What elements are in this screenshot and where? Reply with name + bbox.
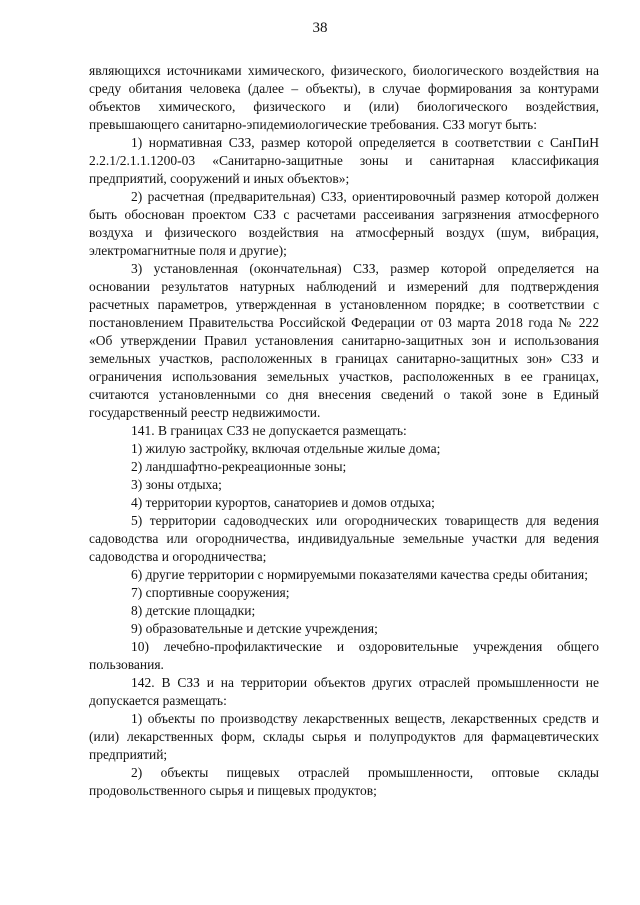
paragraph-szz-type-2: 2) расчетная (предварительная) СЗЗ, ориентировочный размер которой должен быть обоснован проектом СЗЗ с расчетами рассеивания загрязнения атмосферного воздуха и физического воздействия на атмосферный воздух (шум, вибрация, электромагнитные поля и другие); <box>89 189 599 258</box>
paragraph-szz-type-1: 1) нормативная СЗЗ, размер которой определяется в соответствии с СанПиН 2.2.1/2.1.1.1200-03 «Санитарно-защитные зоны и санитарная классификация предприятий, сооружений и иных объектов»; <box>89 135 599 186</box>
list-item-141-5: 5) территории садоводческих или огороднических товариществ для ведения садоводства или огородничества, индивидуальные земельные участки для ведения садоводства и огородничества; <box>89 513 599 564</box>
paragraph-szz-type-3: 3) установленная (окончательная) СЗЗ, размер которой определяется на основании результатов натурных наблюдений и измерений для подтверждения расчетных параметров, утвержденная в установленном порядке; в соответствии с постановлением Правительства Российской Федерации от 03 марта 2018 года № 222 «Об утверждении Правил установления санитарно-защитных зон и использования земельных участков, расположенных в границах санитарно-защитных зон» СЗЗ и ограничения использования земельных участков, расположенных в ее границах, считаются установленными со дня внесения сведений о такой зоне в Единый государственный реестр недвижимости. <box>89 261 599 420</box>
list-item-141-1: 1) жилую застройку, включая отдельные жилые дома; <box>131 441 441 456</box>
list-item-141-7: 7) спортивные сооружения; <box>131 585 290 600</box>
page-body <box>89 62 599 800</box>
list-item-141-4: 4) территории курортов, санаториев и домов отдыха; <box>131 495 435 510</box>
list-item-142-1: 1) объекты по производству лекарственных веществ, лекарственных средств и (или) лекарственных форм, склады сырья и полупродуктов для фармацевтических предприятий; <box>89 711 599 762</box>
list-item-141-10: 10) лечебно-профилактические и оздоровительные учреждения общего пользования. <box>89 639 599 672</box>
list-item-141-3: 3) зоны отдыха; <box>131 477 222 492</box>
paragraph-141-heading: 141. В границах СЗЗ не допускается размещать: <box>131 423 407 438</box>
list-item-141-8: 8) детские площадки; <box>131 603 256 618</box>
paragraph-142-heading: 142. В СЗЗ и на территории объектов других отраслей промышленности не допускается размещать: <box>89 675 599 708</box>
paragraph-szz-intro: являющихся источниками химического, физического, биологического воздействия на среду обитания человека (далее – объекты), в случае формирования за контурами объектов химического, физического и (или) биологического воздействия, превышающего санитарно-эпидемиологические требования. СЗЗ могут быть: <box>89 63 599 132</box>
list-item-141-2: 2) ландшафтно-рекреационные зоны; <box>131 459 347 474</box>
list-item-142-2: 2) объекты пищевых отраслей промышленности, оптовые склады продовольственного сырья и пищевых продуктов; <box>89 765 599 798</box>
list-item-141-9: 9) образовательные и детские учреждения; <box>131 621 378 636</box>
list-item-141-6: 6) другие территории с нормируемыми показателями качества среды обитания; <box>131 567 588 582</box>
page-number: 38 <box>312 20 328 36</box>
